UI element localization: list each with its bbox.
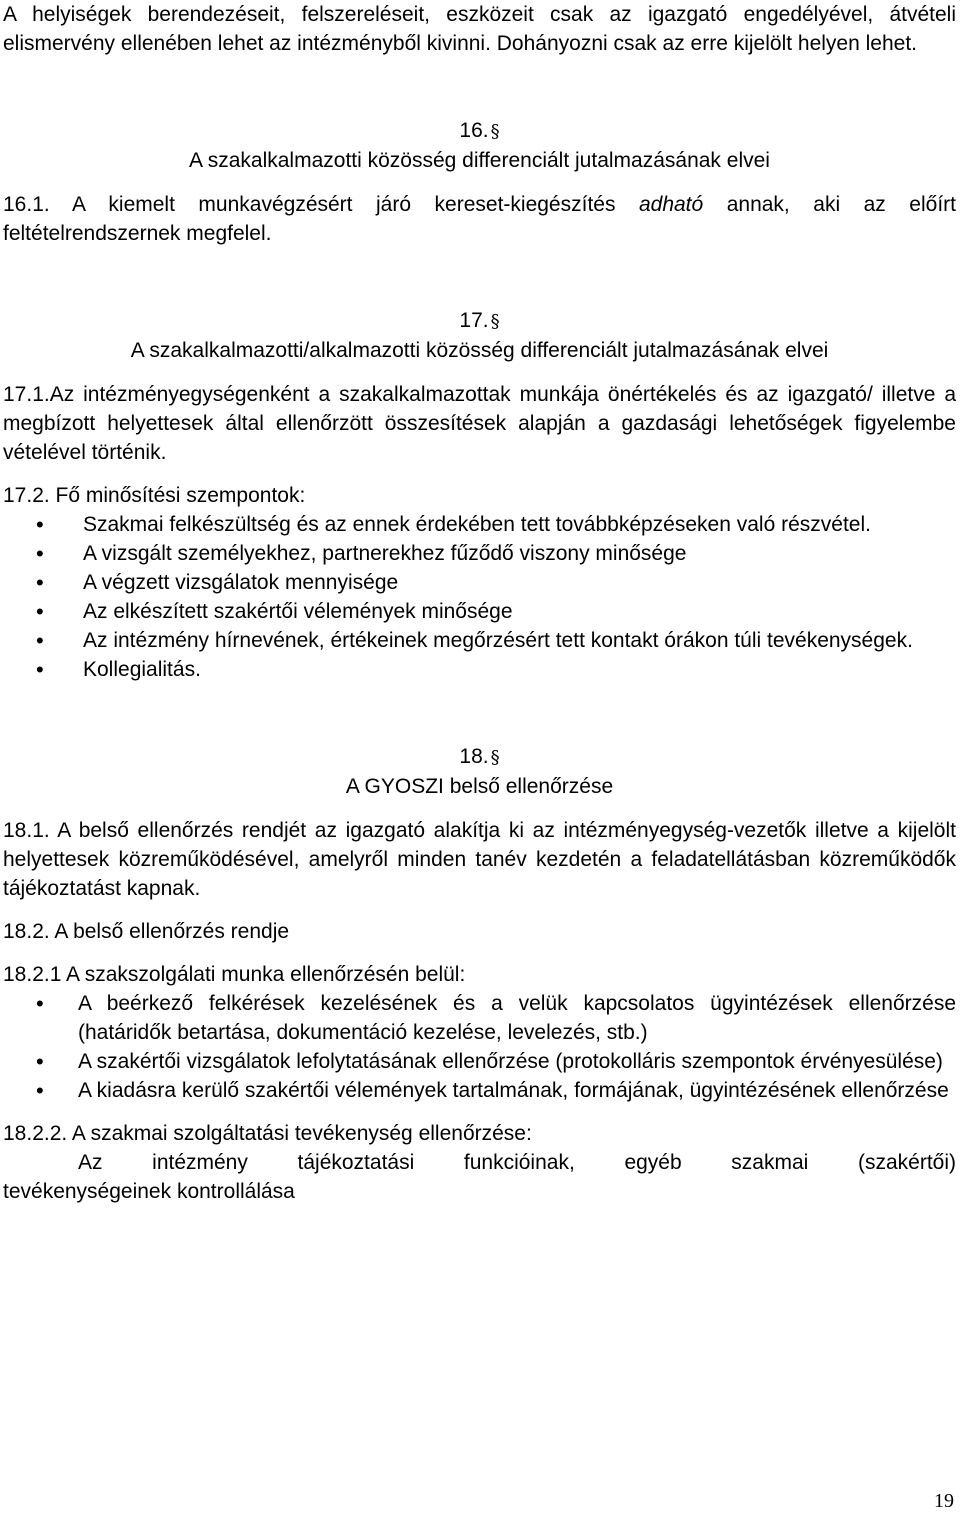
section-18-title: A GYOSZI belső ellenőrzése [345,775,614,798]
section-17-number [3,306,956,336]
section-18-number [3,742,956,772]
list-item: • Szakmai felkészültség és az ennek érdekében tett továbbképzéseken való részvétel. [3,510,956,539]
section-sign-icon: § [490,747,500,768]
section-16-1-paragraph [3,190,956,248]
section-18-2-1-list [3,989,956,1105]
section-16-1-post: annak, aki az előírt feltételrendszernek megfelel. [3,193,956,245]
section-18-2-2-heading: 18.2.2. A szakmai szolgáltatási tevékenység ellenőrzése: [3,1122,532,1145]
section-18-2-1-heading: 18.2.1 A szakszolgálati munka ellenőrzésén belül: [3,963,466,986]
section-17-title: A szakalkalmazotti/alkalmazotti közösség differenciált jutalmazásának elvei [130,339,829,362]
list-item: • Az elkészített szakértői vélemények minősége [3,597,956,626]
section-18-2-heading: 18.2. A belső ellenőrzés rendje [3,920,290,943]
section-17-2-list [3,510,956,684]
list-item: • Az intézmény hírnevének, értékeinek megőrzésért tett kontakt órákon túli tevékenységek. [3,626,956,655]
section-18-2-2-line1: Az intézmény tájékoztatási funkcióinak, egyéb szakmai (szakértői) [78,1151,956,1174]
section-16-1-emphasis: adható [638,193,704,216]
list-item: • A kiadásra kerülő szakértői vélemények tartalmának, formájának, ügyintézésének ellenőrzése [3,1076,956,1105]
list-item: • A beérkező felkérések kezelésének és a velük kapcsolatos ügyintézések ellenőrzése (határidők betartása, dokumentáció kezelése, levelezés, stb.) [3,989,956,1047]
section-16-number [3,116,956,146]
list-item: • A vizsgált személyekhez, partnerekhez fűződő viszony minősége [3,539,956,568]
section-18-2-2-line2: tevékenységeinek kontrollálása [3,1180,295,1203]
section-16-title: A szakalkalmazotti közösség differenciált jutalmazásának elvei [189,149,770,172]
list-item: • Kollegialitás. [3,655,956,684]
page-number: 19 [934,1490,954,1512]
list-item: • A végzett vizsgálatok mennyisége [3,568,956,597]
section-18-number-text: 18. [459,745,489,768]
list-item: • A szakértői vizsgálatok lefolytatásának ellenőrzése (protokolláris szempontok érvényesülése) [3,1047,956,1076]
section-16-1-pre: 16.1. A kiemelt munkavégzésért járó kereset-kiegészítés [3,193,639,216]
section-17-2-heading: 17.2. Fő minősítési szempontok: [3,484,306,507]
section-17-number-text: 17. [459,309,489,332]
section-sign-icon: § [490,121,500,142]
section-sign-icon: § [490,311,500,332]
section-18-1-paragraph: 18.1. A belső ellenőrzés rendjét az igazgató alakítja ki az intézményegység-vezetők illetve a kijelölt helyettesek közreműködésével, amelyről minden tanév kezdetén a feladatellátásban közreműködők tájékoztatást kapnak. [3,819,956,900]
document-page [3,0,956,1206]
section-16-number-text: 16. [459,119,489,142]
intro-paragraph: A helyiségek berendezéseit, felszereléseit, eszközeit csak az igazgató engedélyével, átvételi elismervény ellenében lehet az intézményből kivinni. Dohányozni csak az erre kijelölt helyen lehet. [3,3,956,55]
section-17-1-paragraph: 17.1.Az intézményegységenként a szakalkalmazottak munkája önértékelés és az igazgató/ illetve a megbízott helyettesek által ellenőrzött összesítések alapján a gazdasági lehetőségek figyelembe vételével történik. [3,383,956,464]
